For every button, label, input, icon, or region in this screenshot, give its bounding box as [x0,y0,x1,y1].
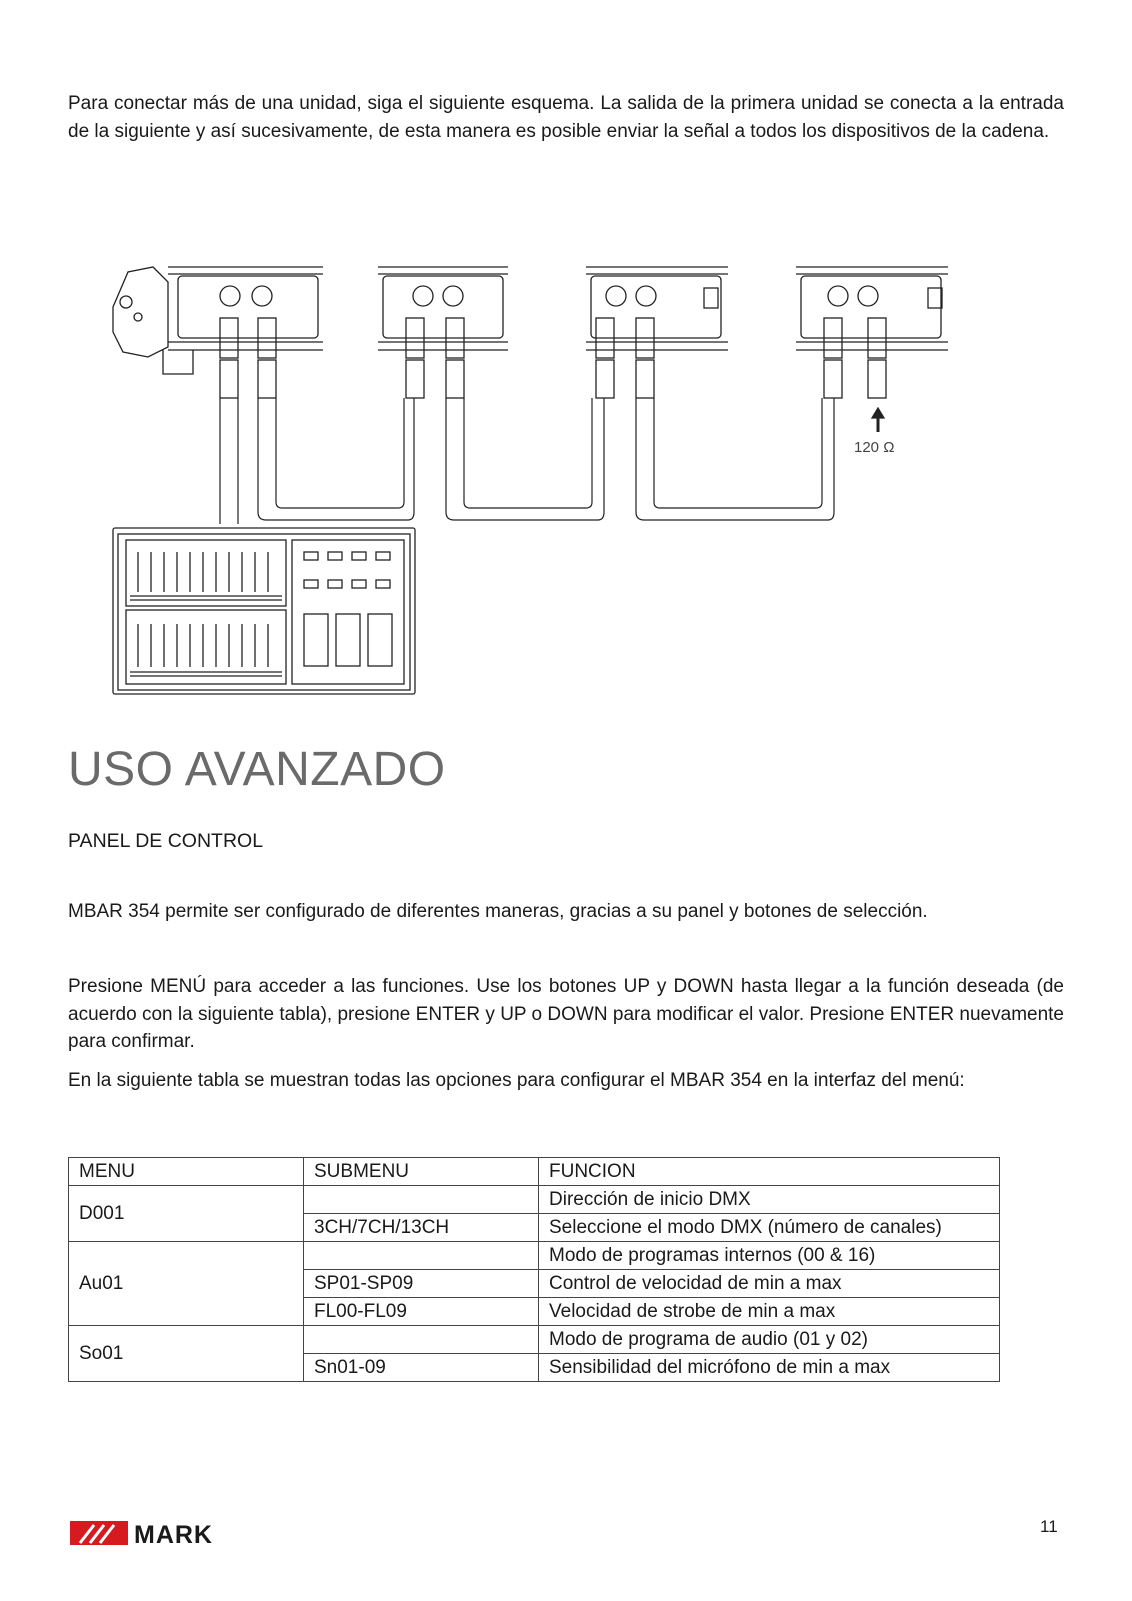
funcion-cell: Modo de programas internos (00 & 16) [539,1242,1000,1270]
submenu-cell [304,1186,539,1214]
intro-paragraph: Para conectar más de una unidad, siga el siguiente esquema. La salida de la primera unidad se conecta a la entrada de la siguiente y así sucesivamente, de esta manera es posible enviar la señal a todos los dispositivos de la cadena. [68,93,1064,142]
header-funcion: FUNCION [539,1158,1000,1186]
funcion-cell: Sensibilidad del micrófono de min a max [539,1354,1000,1382]
terminator-label: 120 Ω [854,439,895,456]
submenu-cell [304,1326,539,1354]
funcion-cell: Velocidad de strobe de min a max [539,1298,1000,1326]
table-row [69,1186,1000,1214]
menu-cell: So01 [69,1326,304,1382]
submenu-cell: Sn01-09 [304,1354,539,1382]
dmx-controller [113,528,415,694]
table-intro: En la siguiente tabla se muestran todas las opciones para configurar el MBAR 354 en la interfaz del menú: [68,1070,965,1091]
table-row [69,1242,1000,1270]
submenu-cell: 3CH/7CH/13CH [304,1214,539,1242]
config-paragraph [68,898,1064,926]
header-menu: MENU [69,1158,304,1186]
menu-cell: Au01 [69,1242,304,1326]
submenu-cell: SP01-SP09 [304,1270,539,1298]
submenu-cell: FL00-FL09 [304,1298,539,1326]
config-text: permite ser configurado de diferentes maneras, gracias a su panel y botones de selección. [159,901,928,922]
light-unit-4 [796,267,948,350]
table-header-row [69,1158,1000,1186]
menu-table [68,1157,1000,1382]
light-unit-3 [586,267,728,350]
dmx-cables [220,398,834,524]
subsection-title: PANEL DE CONTROL [68,830,264,852]
terminator-arrow-icon [872,408,884,432]
model-name: MBAR 354 [670,1070,762,1091]
dmx-connection-diagram [108,262,968,722]
xlr-plugs [220,318,886,398]
funcion-cell: Control de velocidad de min a max [539,1270,1000,1298]
page-number: 11 [1040,1517,1058,1536]
section-title: USO AVANZADO [68,743,446,796]
header-submenu: SUBMENU [304,1158,539,1186]
submenu-cell [304,1242,539,1270]
mark-logo [70,1519,280,1547]
menu-instructions: Presione MENÚ para acceder a las funciones. Use los botones UP y DOWN hasta llegar a la función deseada (de acuerdo con la siguiente tabla), presione ENTER y UP o DOWN para modificar el valor. Presione ENTER nuevamente para confirmar. [68,976,1064,1052]
light-unit-2 [378,267,508,350]
table-row [69,1326,1000,1354]
menu-cell: D001 [69,1186,304,1242]
funcion-cell: Modo de programa de audio (01 y 02) [539,1326,1000,1354]
brand-name: MARK [134,1521,213,1547]
model-name: MBAR 354 [68,901,160,922]
funcion-cell: Dirección de inicio DMX [539,1186,1000,1214]
light-unit-1 [113,267,323,374]
funcion-cell: Seleccione el modo DMX (número de canales) [539,1214,1000,1242]
